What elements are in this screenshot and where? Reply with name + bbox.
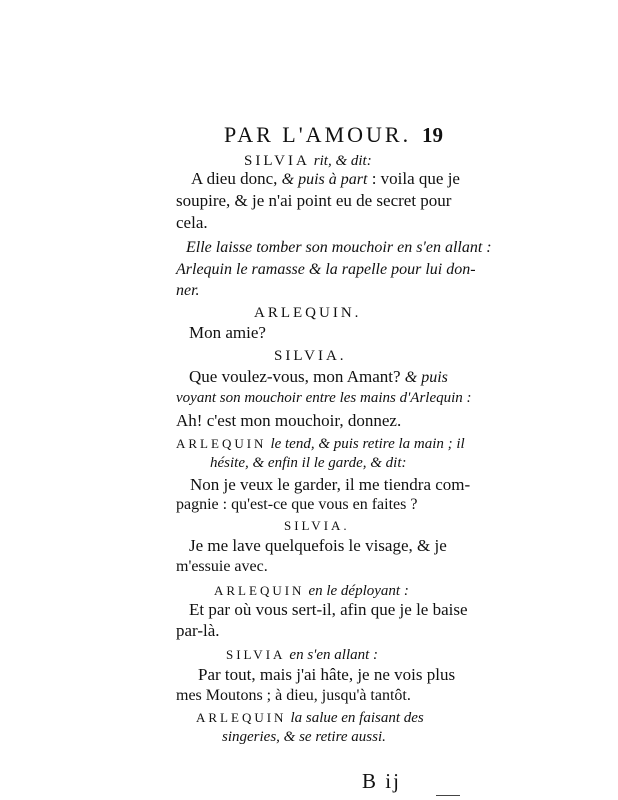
text-line: Et par où vous sert-il, afin que je le baise	[189, 600, 468, 619]
speaker-name: SILVIA	[226, 647, 286, 662]
speaker-name: SILVIA.	[274, 348, 347, 364]
text-line: pagnie : qu'est-ce que vous en faites ?	[176, 496, 418, 513]
text-line: mes Moutons ; à dieu, jusqu'à tantôt.	[176, 687, 411, 704]
text-line: Ah! c'est mon mouchoir, donnez.	[176, 411, 402, 430]
speaker-name: SILVIA	[244, 153, 310, 169]
stage-direction: en le dépl​oyant :	[308, 583, 409, 599]
stage-direction: rit, & dit:	[313, 153, 372, 169]
text-line: soupire, & je n'ai point eu de secret pour	[176, 191, 452, 210]
stage-direction: Arlequin le ramasse & la rapelle pour lui don-	[176, 261, 476, 278]
stage-direction: le tend, & puis retire la main ; il	[270, 436, 465, 452]
page-number: 19	[422, 123, 443, 147]
stage-direction: Elle laisse tomber son mouchoir en s'en allant :	[186, 239, 492, 256]
print-rule	[436, 795, 460, 796]
stage-direction: hésite, & enfin il le garde, & dit:	[210, 455, 407, 471]
text-line: m'essuie avec.	[176, 558, 268, 575]
stage-direction: voyant son mouchoir entre les mains d'Arlequin :	[176, 390, 472, 406]
stage-direction: la salue en faisant des	[290, 710, 424, 726]
speaker-name: ARLEQUIN	[214, 583, 305, 598]
speech-heading	[214, 583, 409, 599]
speech-heading	[196, 710, 424, 726]
stage-direction: & puis	[404, 369, 448, 386]
text-line: Que voulez-vous, mon Amant? & puis	[189, 367, 448, 386]
signature-mark: B ij	[362, 769, 401, 793]
text-line: Par tout, mais j'ai hâte, je ne vois plus	[198, 665, 456, 684]
stage-direction: & puis à part	[281, 171, 368, 188]
speech-heading	[244, 153, 372, 169]
running-title: PAR L'AMOUR.	[224, 122, 412, 147]
speaker-name: SILVIA.	[284, 518, 350, 533]
speaker-name: ARLEQUIN	[176, 436, 267, 451]
stage-direction: ner.	[176, 282, 200, 299]
text-line: par-là.	[176, 621, 220, 640]
speaker-name: ARLEQUIN.	[254, 305, 362, 321]
speaker-name: ARLEQUIN	[196, 710, 287, 725]
text-line: Non je veux le garder, il me tiendra com-	[190, 475, 471, 494]
speech-heading	[226, 647, 378, 663]
speech-heading	[176, 436, 465, 452]
text-line: Mon amie?	[189, 323, 266, 342]
stage-direction: singeries, & se retire aussi.	[222, 729, 386, 745]
text-line: cela.	[176, 213, 208, 232]
stage-direction: en s'en allant :	[289, 647, 379, 663]
text-line: Je me lave quelquefois le visage, & je	[189, 536, 447, 555]
text-line: A dieu donc, & puis à part : voila que je	[191, 169, 460, 188]
